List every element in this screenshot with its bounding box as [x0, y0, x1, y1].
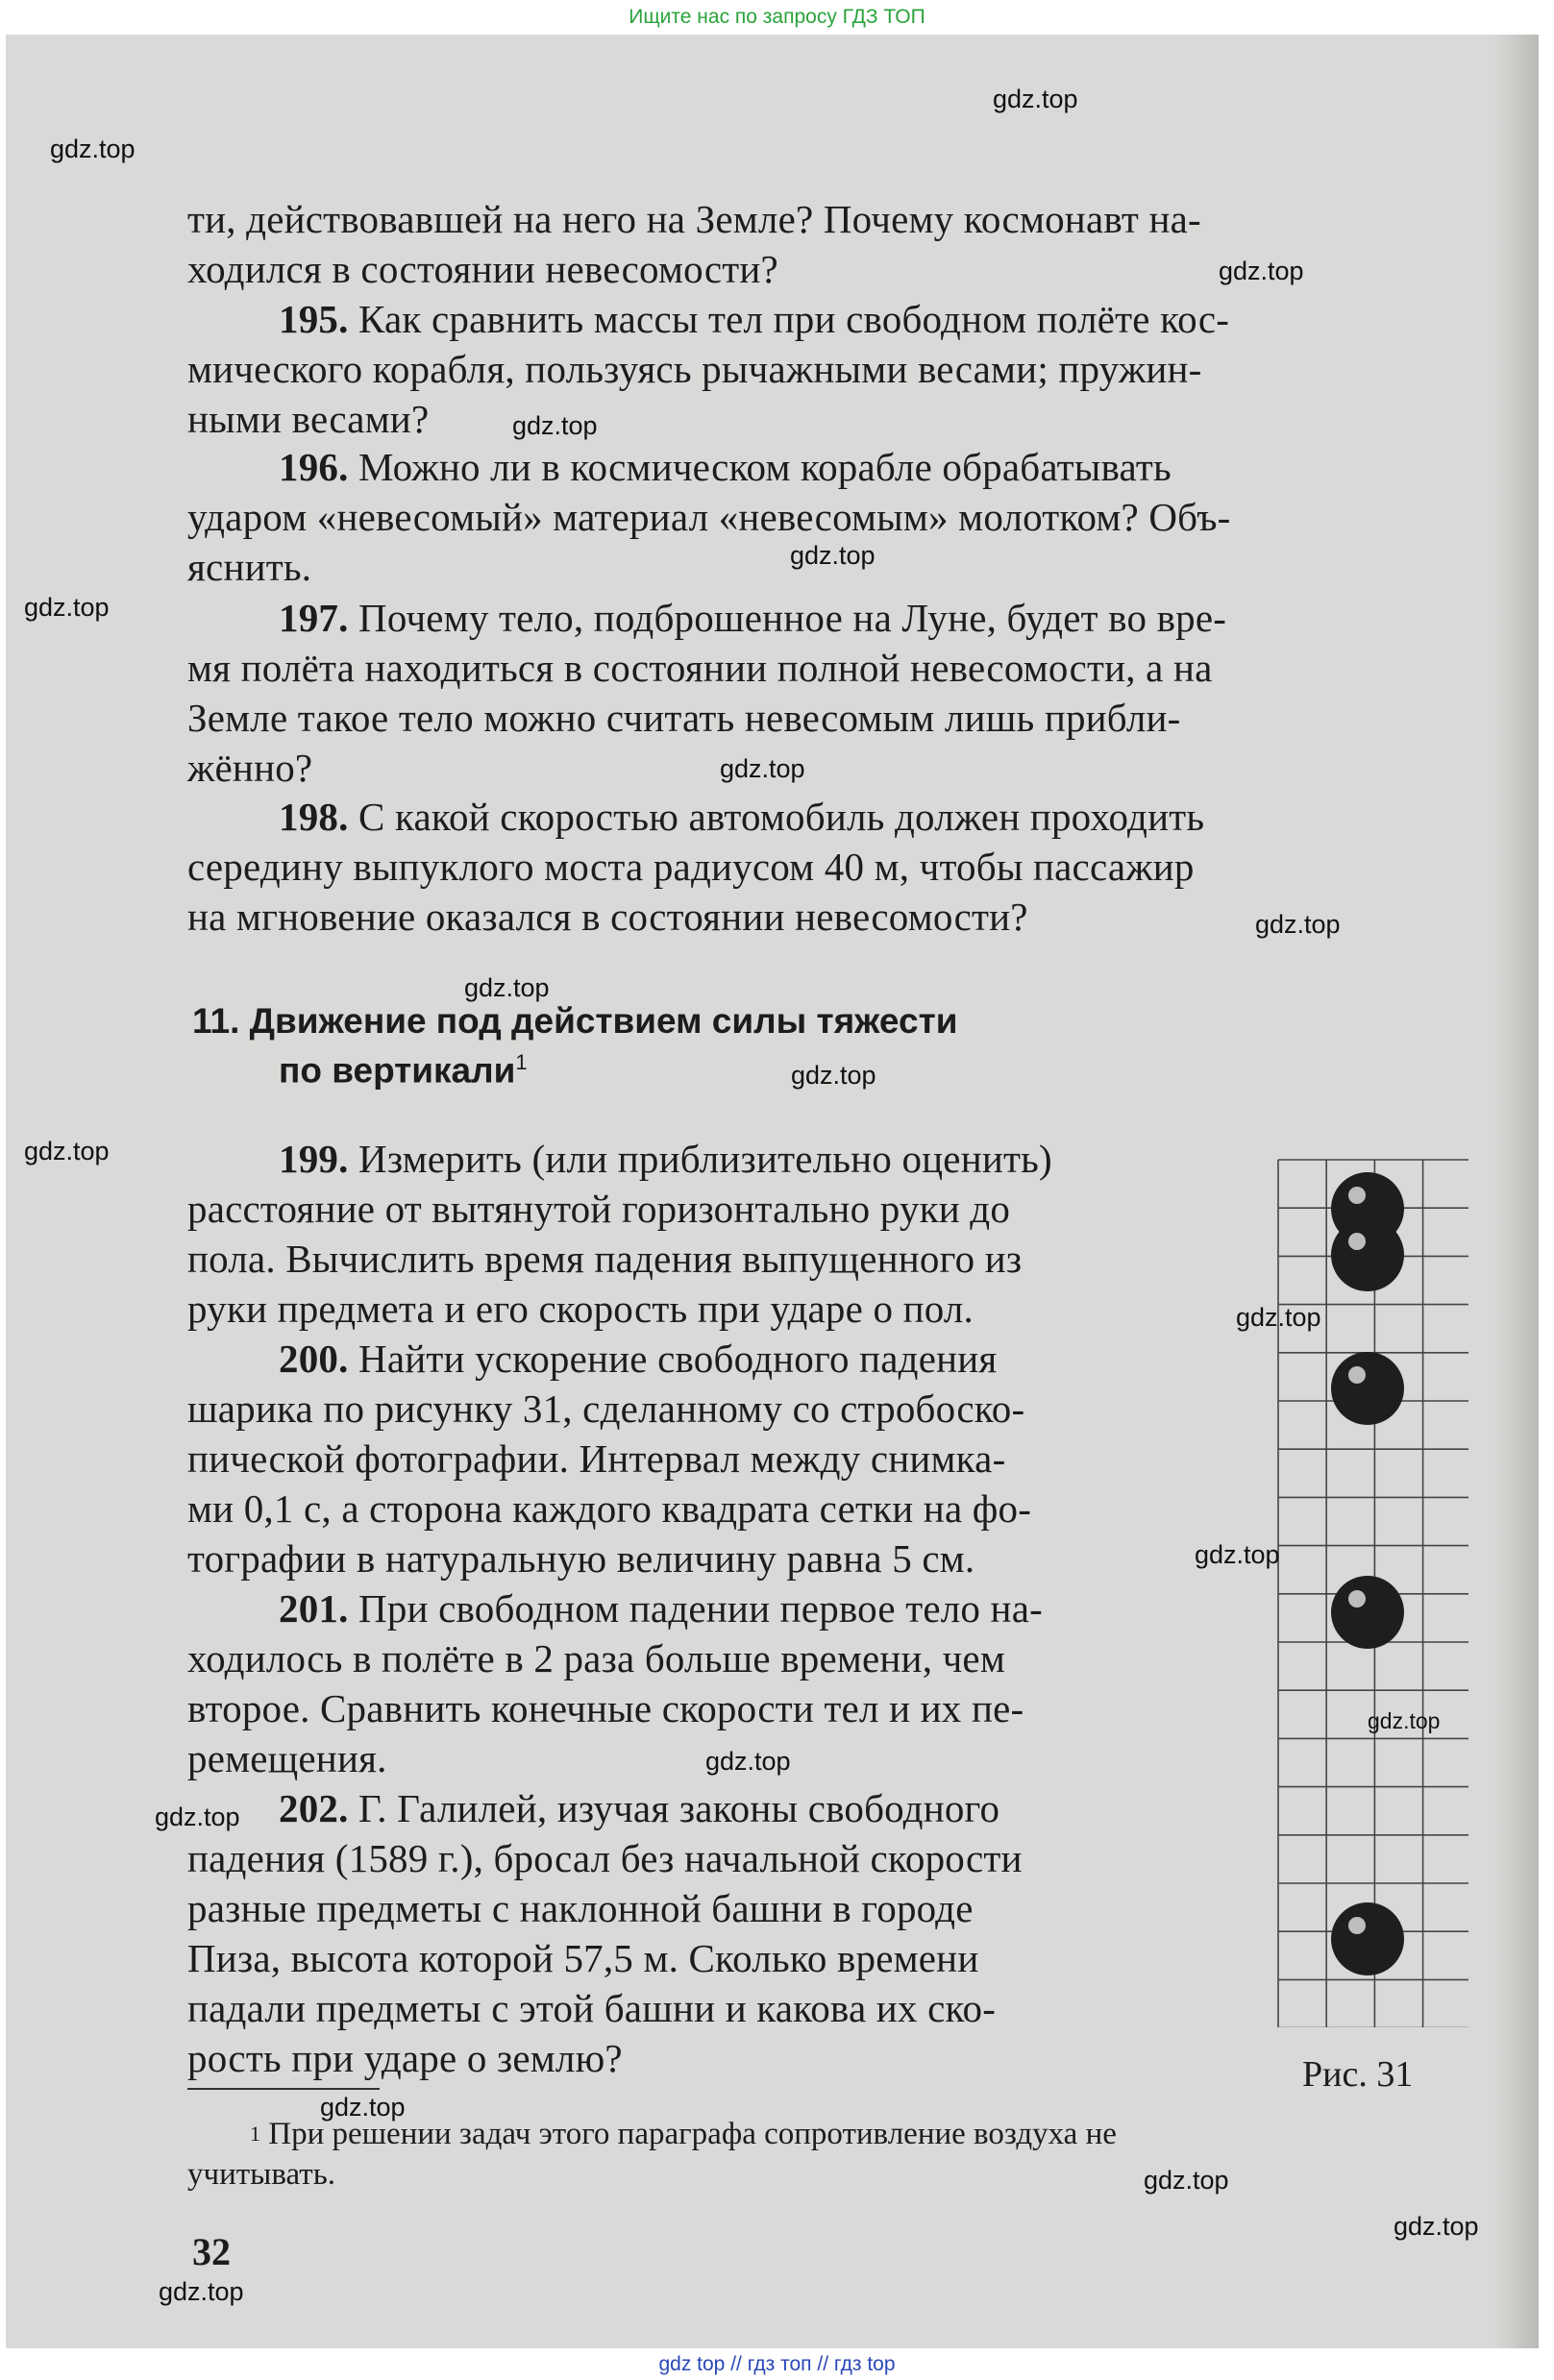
- watermark: gdz.top: [1144, 2166, 1229, 2195]
- ball-highlight: [1348, 1590, 1366, 1607]
- text-line: Найти ускорение свободного падения: [348, 1337, 998, 1381]
- problem-number: 198.: [279, 795, 349, 839]
- watermark: gdz.top: [1195, 1540, 1280, 1569]
- ball-image: [1331, 1576, 1404, 1649]
- text-line: Почему тело, подброшенное на Луне, будет во вре-: [348, 596, 1227, 640]
- problem-number: 202.: [279, 1786, 349, 1830]
- text-line: ходилось в полёте в 2 раза больше времени, чем: [187, 1636, 1005, 1681]
- problem-197: [279, 593, 1226, 643]
- watermark: gdz.top: [24, 593, 110, 622]
- text-line: При свободном падении первое тело на-: [348, 1586, 1043, 1631]
- section-heading-text: по вертикали: [279, 1050, 516, 1091]
- ball-image: [1331, 1218, 1404, 1291]
- section-heading: 11. Движение под действием силы тяжести: [192, 1001, 958, 1041]
- top-banner[interactable]: Ищите нас по запросу ГДЗ ТОП: [629, 6, 925, 28]
- text-line: ти, действовавшей на него на Земле? Почему космонавт на-: [187, 197, 1201, 241]
- ball-highlight: [1348, 1366, 1366, 1384]
- ball-highlight: [1348, 1917, 1366, 1934]
- text-line: расстояние от вытянутой горизонтально руки до: [187, 1187, 1011, 1231]
- watermark: gdz.top: [1368, 1708, 1441, 1733]
- watermark: gdz.top: [791, 1061, 876, 1090]
- figure-caption: Рис. 31: [1302, 2054, 1414, 2095]
- text-line: Как сравнить массы тел при свободном полёте кос-: [348, 297, 1230, 341]
- text-line: Можно ли в космическом корабле обрабатывать: [348, 445, 1172, 489]
- problem-199: [279, 1134, 1052, 1184]
- problem-200: [279, 1334, 997, 1384]
- text-line: ными весами?: [187, 397, 430, 441]
- ball-highlight: [1348, 1233, 1366, 1250]
- watermark: gdz.top: [320, 2093, 406, 2122]
- watermark: gdz.top: [159, 2277, 244, 2306]
- text-line: падения (1589 г.), бросал без начальной скорости: [187, 1836, 1023, 1880]
- text-line: второе. Сравнить конечные скорости тел и их пе-: [187, 1686, 1024, 1730]
- problem-number: 199.: [279, 1137, 349, 1181]
- footnote-marker: 1: [515, 1050, 528, 1074]
- watermark: gdz.top: [1236, 1303, 1321, 1332]
- watermark: gdz.top: [50, 135, 136, 163]
- text-line: ударом «невесомый» материал «невесомым» молотком? Объ-: [187, 495, 1231, 539]
- text-line: разные предметы с наклонной башни в городе: [187, 1886, 974, 1930]
- problem-number: 195.: [279, 297, 349, 341]
- text-line: Пиза, высота которой 57,5 м. Сколько времени: [187, 1936, 979, 1980]
- problem-202: [279, 1783, 999, 1833]
- problem-196: [279, 442, 1172, 492]
- footnote-text-line2: учитывать.: [187, 2157, 336, 2192]
- problem-number: 197.: [279, 596, 349, 640]
- text-line: ходился в состоянии невесомости?: [187, 247, 778, 291]
- problem-195: [279, 294, 1229, 344]
- text-line: шарика по рисунку 31, сделанному со стробоско-: [187, 1386, 1025, 1431]
- text-line: на мгновение оказался в состоянии невесомости?: [187, 895, 1028, 939]
- problem-201: [279, 1583, 1043, 1633]
- text-line: ремещения.: [187, 1736, 387, 1780]
- text-line: тографии в натуральную величину равна 5 см.: [187, 1536, 975, 1581]
- text-line: пола. Вычислить время падения выпущенного из: [187, 1237, 1023, 1281]
- watermark: gdz.top: [512, 411, 598, 440]
- text-line: Г. Галилей, изучая законы свободного: [348, 1786, 1000, 1830]
- watermark: gdz.top: [1219, 257, 1304, 285]
- text-line: Земле такое тело можно считать невесомым лишь прибли-: [187, 696, 1181, 740]
- ball-image: [1331, 1352, 1404, 1425]
- page-edge-shadow: [1494, 35, 1539, 2348]
- text-line: ми 0,1 с, а сторона каждого квадрата сетки на фо-: [187, 1486, 1032, 1531]
- text-line: яснить.: [187, 545, 312, 589]
- section-heading-line2: [279, 1050, 528, 1091]
- text-line: руки предмета и его скорость при ударе о пол.: [187, 1287, 974, 1331]
- text-line: пической фотографии. Интервал между снимка-: [187, 1436, 1006, 1481]
- footnote-number: 1: [250, 2122, 260, 2146]
- text-line: мического корабля, пользуясь рычажными весами; пружин-: [187, 347, 1202, 391]
- text-line: жённо?: [187, 746, 313, 790]
- text-line: С какой скоростью автомобиль должен проходить: [348, 795, 1205, 839]
- footnote-text: При решении задач этого параграфа сопротивление воздуха не: [260, 2117, 1117, 2151]
- watermark: gdz.top: [720, 754, 805, 783]
- watermark: gdz.top: [993, 85, 1078, 113]
- watermark: gdz.top: [24, 1137, 110, 1165]
- problem-number: 201.: [279, 1586, 349, 1631]
- footnote-rule: [187, 2088, 380, 2090]
- figure-31-strobe-grid: [1276, 1158, 1468, 2027]
- text-line: падали предметы с этой башни и какова их ско-: [187, 1986, 997, 2030]
- watermark: gdz.top: [705, 1747, 791, 1776]
- ball-highlight: [1348, 1187, 1366, 1204]
- watermark: gdz.top: [790, 541, 876, 570]
- text-line: Измерить (или приблизительно оценить): [348, 1137, 1052, 1181]
- problem-198: [279, 792, 1204, 842]
- problem-number: 196.: [279, 445, 349, 489]
- bottom-banner[interactable]: gdz top // гдз топ // гдз top: [658, 2353, 896, 2375]
- watermark: gdz.top: [1255, 910, 1341, 939]
- watermark: gdz.top: [1394, 2212, 1479, 2241]
- problem-number: 200.: [279, 1337, 349, 1381]
- text-line: мя полёта находиться в состоянии полной невесомости, а на: [187, 646, 1213, 690]
- ball-image: [1331, 1902, 1404, 1975]
- text-line: середину выпуклого моста радиусом 40 м, чтобы пассажир: [187, 845, 1195, 889]
- page-number: 32: [192, 2230, 231, 2273]
- watermark: gdz.top: [464, 973, 550, 1002]
- watermark: gdz.top: [155, 1803, 240, 1831]
- text-line: рость при ударе о землю?: [187, 2036, 623, 2080]
